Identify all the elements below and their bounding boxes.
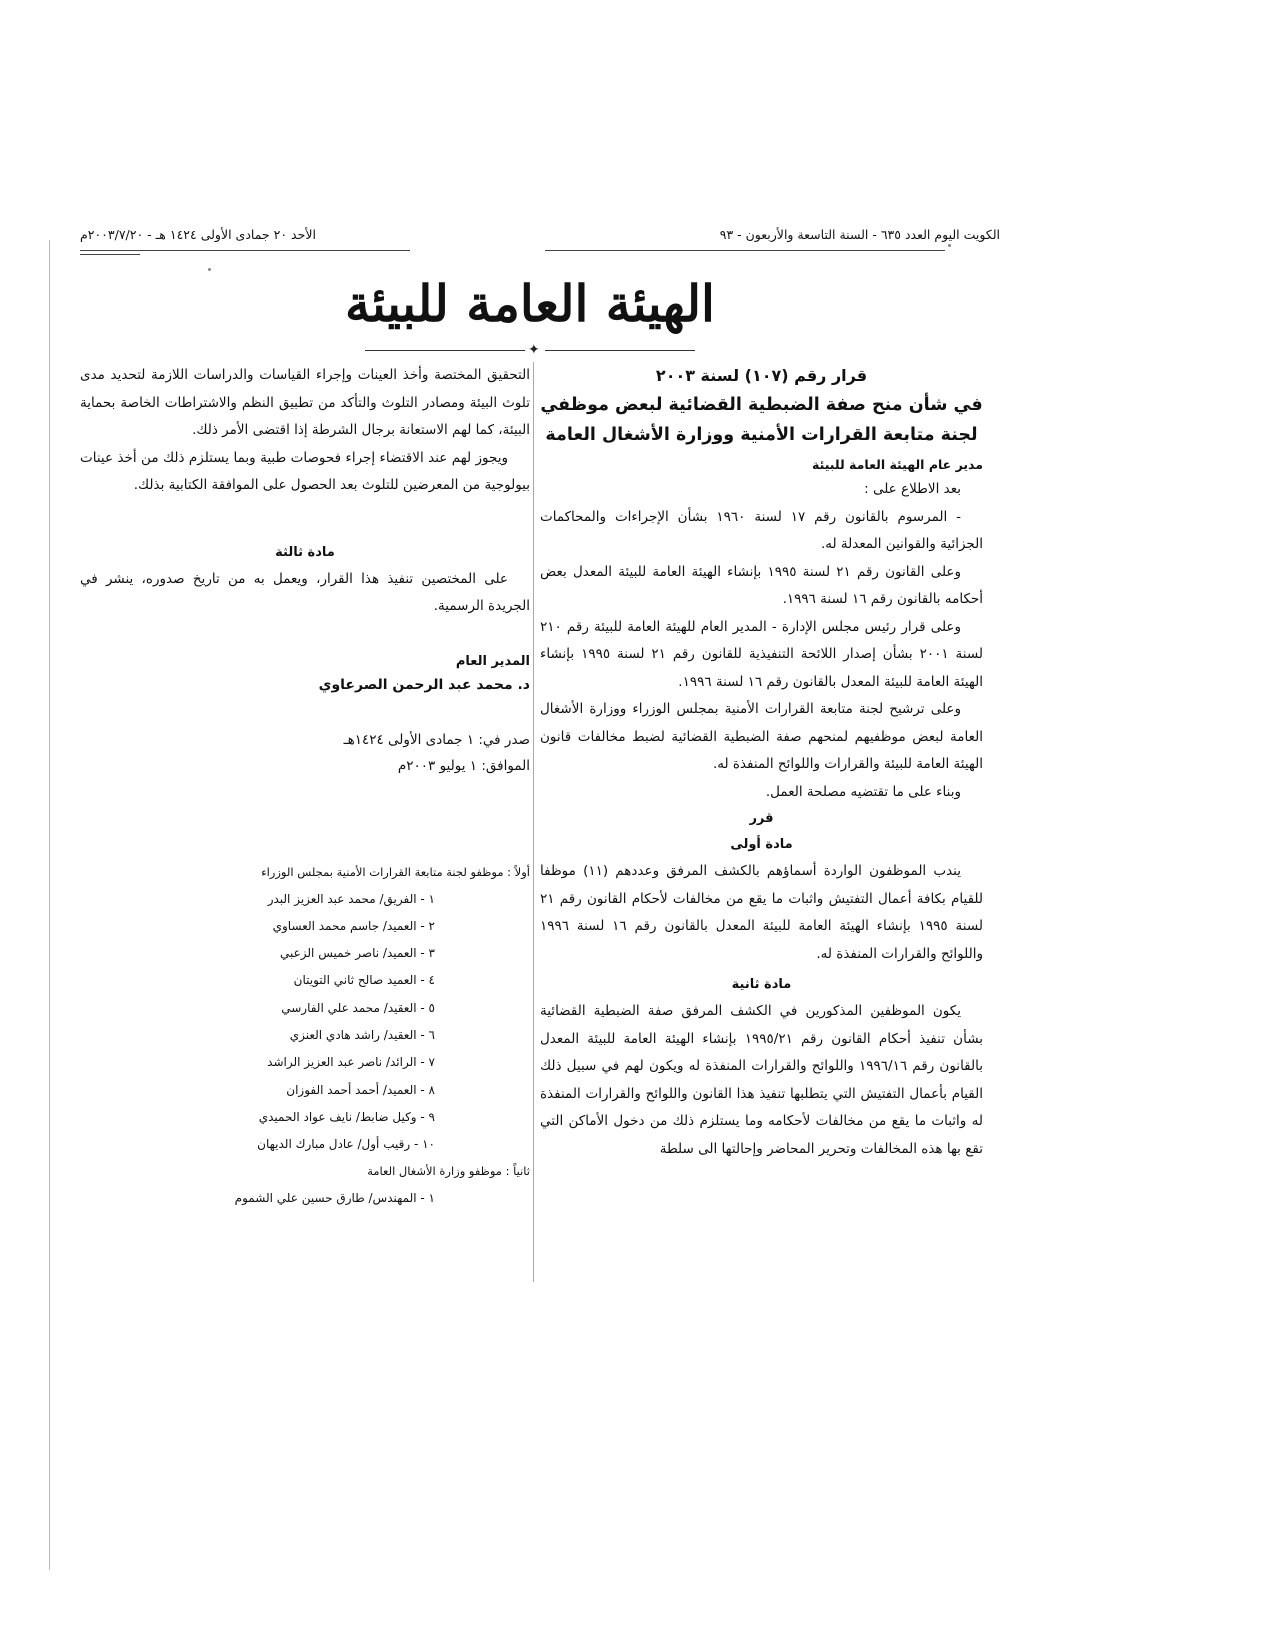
list-item: ٩ - وكيل ضابط/ نايف عواد الحميدي (258, 1109, 435, 1124)
decree-issuer: مدير عام الهيئة العامة للبيئة (812, 457, 983, 472)
signatory-title: المدير العام (455, 653, 530, 669)
issued-gregorian: الموافق: ١ يوليو ٢٠٠٣م (397, 757, 530, 774)
decided-heading: قرر (749, 811, 774, 826)
header-rule (80, 250, 410, 251)
preamble-line: وعلى قرار رئيس مجلس الإدارة - المدير العام للهيئة العامة للبيئة رقم ٢١٠ لسنة ٢٠٠١ بشأن إصدار اللائحة التنفيذية للقانون رقم ٢١ لسنة ١٩٩٥ بإنشاء الهيئة العامة للبيئة المعدل بالقانون رقم ١٦ لسنة ١٩٩٦. (540, 618, 983, 690)
ornament-rule (545, 350, 695, 351)
article-1-text: يندب الموظفون الواردة أسماؤهم بالكشف المرفق وعددهم (١١) موظفا للقيام بكافة أعمال التفتيش واثبات ما يقع من مخالفات لأحكام القانون رقم ٢١ لسنة ١٩٩٥ بإنشاء الهيئة العامة للبيئة المعدل بالقانون رقم ١٦ لسنة ١٩٩٦ واللوائح والقرارات المنفذة له. (540, 863, 983, 962)
header-rule (80, 254, 140, 255)
preamble-line: - المرسوم بالقانون رقم ١٧ لسنة ١٩٦٠ بشأن الإجراءات والمحاكمات الجزائية والقوانين المعدلة له. (540, 508, 983, 552)
issue-info: الكويت اليوم العدد ٦٣٥ - السنة التاسعة والأربعون - ٩٣ (719, 227, 1000, 242)
ornament-rule (365, 350, 525, 351)
preamble-line: وعلى القانون رقم ٢١ لسنة ١٩٩٥ بإنشاء الهيئة العامة للبيئة المعدل بعض أحكامه بالقانون رقم ١٦ لسنة ١٩٩٦. (540, 563, 983, 607)
article-3-text: على المختصين تنفيذ هذا القرار، ويعمل به من تاريخ صدوره، ينشر في الجريدة الرسمية. (80, 570, 530, 614)
list-item: ٢ - العميد/ جاسم محمد العساوي (272, 918, 435, 933)
article-2-continuation: التحقيق المختصة وأخذ العينات وإجراء القياسات والدراسات اللازمة لتحديد مدى تلوث البيئة ومصادر التلوث والتأكد من تطبيق النظم والاشتراطات الخاصة بحماية البيئة، كما لهم الاستعانة برجال الشرطة إذا اقتضى الأمر ذلك. (80, 367, 530, 438)
group-1-title: أولاً : موظفو لجنة متابعة القرارات الأمنية بمجلس الوزراء (261, 864, 530, 879)
article-2-continuation: ويجوز لهم عند الاقتضاء إجراء فحوصات طبية وبما يستلزم ذلك من أخذ عينات بيولوجية من المعرضين للتلوث بعد الحصول على الموافقة الكتابية بذلك. (80, 449, 530, 493)
preamble-line: وعلى ترشيح لجنة متابعة القرارات الأمنية بمجلس الوزراء ووزارة الأشغال العامة لبعض موظفيهم لمنحهم صفة الضبطية القضائية لضبط مخالفات قانون الهيئة العامة للبيئة والقرارات واللوائح المنفذة له. (540, 701, 983, 772)
list-item: ٨ - العميد/ أحمد أحمد الفوزان (286, 1082, 435, 1097)
list-item: ٥ - العقيد/ محمد علي الفارسي (281, 1000, 435, 1015)
list-item: ٤ - العميد صالح ثاني التويتان (293, 973, 435, 988)
section-masthead: الهيئة العامة للبيئة (345, 274, 715, 333)
decree-subject: في شأن منح صفة الضبطية القضائية لبعض موظفي لجنة متابعة القرارات الأمنية ووزارة الأشغال العامة (540, 395, 983, 445)
article-2-heading: مادة ثانية (731, 977, 792, 992)
list-item: ٣ - العميد/ ناصر خميس الزعبي (279, 946, 435, 961)
article-2-text: يكون الموظفين المذكورين في الكشف المرفق صفة الضبطية القضائية بشأن تنفيذ أحكام القانون رقم ١٩٩٥/٢١ بإنشاء الهيئة العامة للبيئة المعدل بالقانون رقم ١٩٩٦/١٦ واللوائح والقرارات المنفذة له ويكون لهم في سبيل ذلك القيام بأعمال التفتيش التي يتطلبها تنفيذ هذا القانون واللوائح والقرارات المنفذة له واثبات ما يقع من مخالفات لأحكامه وما يستلزم ذلك من دخول الأماكن التي تقع بها هذه المخالفات وتحرير المحاضر وإحالتها الى سلطة (540, 1003, 983, 1157)
signatory-name: د. محمد عبد الرحمن الصرعاوي (318, 676, 530, 693)
list-item: ١٠ - رقيب أول/ عادل مبارك الديهان (257, 1137, 435, 1152)
article-3-heading: مادة ثالثة (275, 544, 335, 560)
employee-list (80, 859, 530, 1213)
scan-edge-line (49, 240, 50, 1570)
scan-speck (948, 244, 951, 247)
issued-hijri: صدر في: ١ جمادى الأولى ١٤٢٤هـ (343, 731, 530, 748)
list-item: ٦ - العقيد/ راشد هادي العنزي (289, 1027, 435, 1042)
group-2-title: ثانياً : موظفو وزارة الأشغال العامة (367, 1164, 530, 1179)
header-rule (545, 250, 945, 251)
ornament-icon: ✦ (528, 342, 540, 358)
left-column (80, 362, 530, 1213)
column-divider (533, 362, 534, 1282)
preamble-line: بعد الاطلاع على : (864, 481, 961, 497)
decree-title: قرار رقم (١٠٧) لسنة ٢٠٠٣ (655, 366, 868, 385)
gazette-header (80, 226, 1000, 244)
issue-date: الأحد ٢٠ جمادى الأولى ١٤٢٤ هـ - ٢٠٠٣/٧/٢٠م (80, 227, 316, 242)
group-1-list (80, 886, 530, 1159)
list-item: ٧ - الرائد/ ناصر عبد العزيز الراشد (267, 1055, 435, 1070)
scan-speck (208, 268, 211, 271)
list-item: ١ - المهندس/ طارق حسين علي الشموم (234, 1191, 435, 1206)
preamble-line: وبناء على ما تقتضيه مصلحة العمل. (765, 783, 961, 800)
group-2-list (80, 1185, 530, 1212)
right-column (540, 362, 983, 1163)
article-1-heading: مادة أولى (730, 837, 793, 852)
list-item: ١ - الفريق/ محمد عبد العزيز البدر (267, 891, 435, 906)
issue-dates (80, 727, 530, 779)
